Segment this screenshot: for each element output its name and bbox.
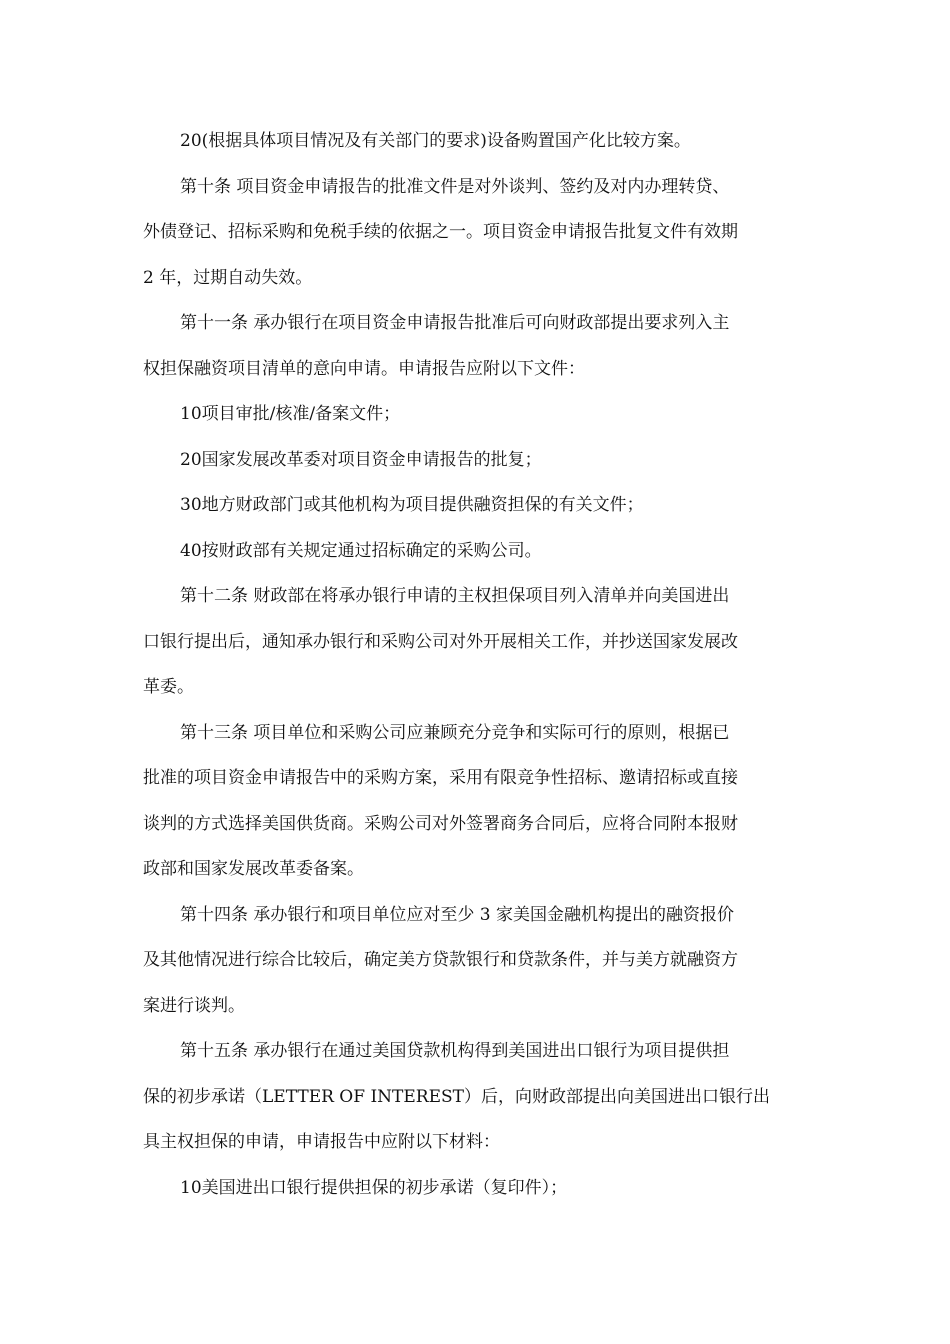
text-line: 第十四条 承办银行和项目单位应对至少 3 家美国金融机构提出的融资报价 [180,904,735,925]
text-line: 批准的项目资金申请报告中的采购方案，采用有限竞争性招标、邀请招标或直接 [143,768,738,788]
text-line: 案进行谈判。 [143,995,245,1016]
list-item [143,438,809,484]
document-body [143,119,809,1211]
text-line: 40按财政部有关规定通过招标确定的采购公司。 [180,540,542,561]
text-line: 权担保融资项目清单的意向申请。申请报告应附以下文件： [143,358,585,379]
list-item [143,529,809,575]
text-line: 口银行提出后，通知承办银行和采购公司对外开展相关工作，并抄送国家发展改 [143,631,738,652]
text-line: 谈判的方式选择美国供货商。采购公司对外签署商务合同后，应将合同附本报财 [143,813,738,834]
text-line: 具主权担保的申请，申请报告中应附以下材料： [143,1132,500,1152]
paragraph [143,893,809,1030]
text-line: 第十二条 财政部在将承办银行申请的主权担保项目列入清单并向美国进出 [180,586,730,606]
text-line: 革委。 [143,677,194,697]
paragraph [143,165,809,302]
text-line: 30地方财政部门或其他机构为项目提供融资担保的有关文件； [180,495,644,515]
list-item [143,392,809,438]
text-line: 及其他情况进行综合比较后，确定美方贷款银行和贷款条件，并与美方就融资方 [143,950,738,970]
text-line: 20(根据具体项目情况及有关部门的要求)设备购置国产化比较方案。 [180,131,691,151]
paragraph [143,301,809,392]
text-line: 第十三条 项目单位和采购公司应兼顾充分竞争和实际可行的原则，根据已 [180,722,730,743]
text-line: 10美国进出口银行提供担保的初步承诺（复印件）； [180,1177,568,1198]
paragraph [143,711,809,893]
list-item [143,1166,809,1212]
paragraph [143,1029,809,1166]
text-line: 2 年，过期自动失效。 [143,267,313,288]
text-line: 第十条 项目资金申请报告的批准文件是对外谈判、签约及对内办理转贷、 [180,176,730,197]
text-line: 20国家发展改革委对项目资金申请报告的批复； [180,449,542,470]
text-line: 10项目审批/核准/备案文件； [180,404,401,424]
text-line: 政部和国家发展改革委备案。 [143,859,364,879]
paragraph [143,119,809,165]
list-item [143,483,809,529]
paragraph [143,574,809,711]
text-line: 保的初步承诺（LETTER OF INTEREST）后，向财政部提出向美国进出口银行出 [143,1086,770,1107]
text-line: 第十五条 承办银行在通过美国贷款机构得到美国进出口银行为项目提供担 [180,1041,730,1061]
text-line: 外债登记、招标采购和免税手续的依据之一。项目资金申请报告批复文件有效期 [143,222,738,242]
text-line: 第十一条 承办银行在项目资金申请报告批准后可向财政部提出要求列入主 [180,313,730,333]
